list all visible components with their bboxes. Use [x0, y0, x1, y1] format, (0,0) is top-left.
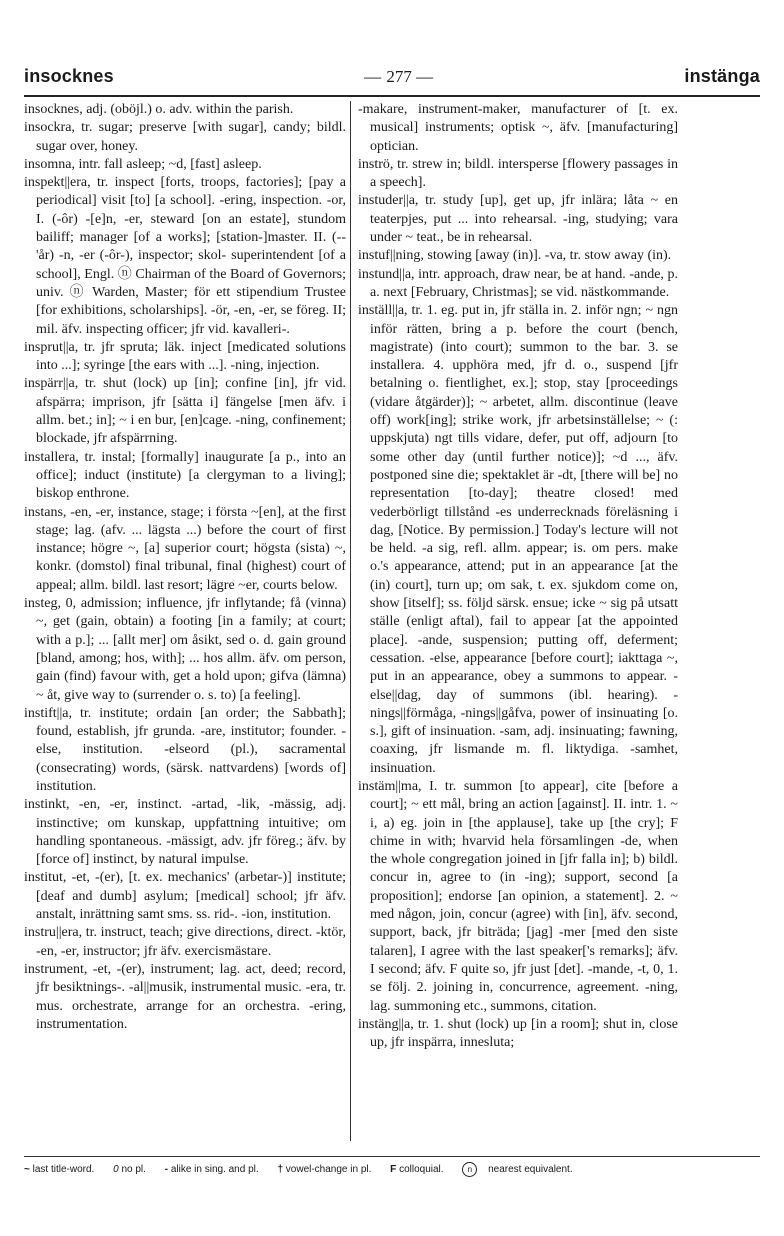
entry-instifta: instift||a, tr. institute; ordain [an order; the Sabbath]; found, establish, jfr grunda. -are, institutor; founder. -else, institution. -elseord (pl.), sacramental (consecrating) words, (särsk. nattvardens) [words of] institution. — [24, 705, 346, 794]
entry-installera: installera, tr. instal; [formally] inaugurate [a p., into an office]; induct (institute) [a clergyman to a living]; biskop enthrone. — [24, 449, 346, 502]
entry-insspruta: insprut||a, tr. jfr spruta; läk. inject [medicated solutions into ...]; syringe [the ears with ...]. -ning, injection. — [24, 339, 346, 374]
entry-insockra: insockra, tr. sugar; preserve [with sugar], candy; bildl. sugar over, honey. — [24, 120, 346, 154]
entry-instunda: instund||a, intr. approach, draw near, be at hand. -ande, p. a. next [February, Christmas]; se vid. nästkommande. — [358, 266, 678, 300]
abbreviation-key — [24, 1162, 760, 1186]
entry-instinkt: instinkt, -en, -er, instinct. -artad, -lik, -mässig, adj. instinctive; om kunskap, uppfattning intuitive; om handling spontaneous. -mässigt, adv. jfr föreg.; äfv. by [force of] instinct, by natural impulse. — [24, 797, 346, 868]
left-running-headword: insocknes — [24, 66, 114, 86]
entry-installa: inställ||a, tr. 1. eg. put in, jfr ställa in. 2. inför ngn; ~ ngn inför rätten, bring a p. before the court (bench, magistrate) (into court); summon to the bar. 3. se installera. 4. upphöra med, jfr d. o., suspend [jfr betalning o. fientlighet, ex.]; stop, stay [proceedings (vidare åtgärder)]; ~ arbetet, allm. discontinue (leave off) work[ing]; strike work, jfr arbetsinställelse; ~ (: uppskjuta) ngt tills vidare, defer, put off, adjourn [to some other day (until further notice)]; ~d ..., äfv. postponed sine die; spektaklet är -dt, [there will be] no representation [to-day]; theatre closed! med vederbörligt tillstånd -es underrecknads föreläsning i dag, [Notice. By permission.] Today's lecture will not be held. -a sig, refl. allm. appear; is. om pers. make o.'s appearance, attend; put in an appearance [at the (in) court], turn up; om sak, t. ex. sjukdom come on, show [itself]; ss. följd särsk. ensue; icke ~ sig på utsatt ställe (enligt aftal), fail to appear [at the appointed place]. -ande, suspension; putting off, deferment; cessation. -else, appearance [before court]; iakttaga ~, put in an appearance, obey a summons to appear. -else||dag, day of summons (ibl. hearing). -nings||förmåga, -nings||gåfva, power of insinuating [o. s.], gift of insinuation. -sam, adj. insinuating; fawning, coaxing, jfr lismande m. fl. liktydiga. -samhet, insinuation. — [358, 303, 678, 776]
right-column — [358, 101, 678, 1151]
entry-instans: instans, -en, -er, instance, stage; i första ~[en], at the first stage; lag. (afv. ... lägsta ...) before the court of first instance; högre ~, [a] superior court; högsta (sista) ~, konkr. (domstol) final tribunal, final (highest) court of appeal; allm. bildl. last resort; lägre ~er, courts below. — [24, 504, 346, 593]
key-dagger: † vowel-change in pl. — [277, 1164, 372, 1176]
entry-inspektera: inspekt||era, tr. inspect [forts, troops, factories]; [pay a periodical] visit [to] [a school]. -ering, inspection. -or, I. (-ôr) -[e]n, -er, steward [on an estate], stundom bailiff; manager [of a works]; [station-]master. II. (--'år) -n, -er (-ôr-), inspector; skol- superintendent [of a school], Engl. ⓝ Chairman of the Board of Governors; univ. ⓝ Warden, Master; för ett stipendium Trustee [for exhibitions, scholarships]. -ör, -en, -er, se föreg. II; mil. äfv. inspecting officer; jfr vid. kavalleri-. — [24, 175, 346, 337]
entry-instanga: instäng||a, tr. 1. shut (lock) up [in a room]; shut in, close up, jfr inspärra, innesluta; — [358, 1016, 678, 1051]
key-dash: - alike in sing. and pl. — [164, 1164, 259, 1176]
entry-institut: institut, -et, -(er), [t. ex. mechanics' (arbetar-)] institute; [deaf and dumb] asylum; [medical] school; jfr äfv. anstalt, inrättning samt sms. ss. rid-. -ion, institution. — [24, 870, 346, 923]
entry-instamma: instäm||ma, I. tr. summon [to appear], cite [before a court]; ~ ett mål, bring an action [against]. II. intr. 1. ~ i, a) eg. join in [the applause], take up [the cry]; F chime in with; hvarvid hela församlingen -de, when the whole congregation joined in [jfr falla in]; b) bildl. concur in, agree to (in -ing); support, second [a proposition]; endorse [an opinion, a statement]. 2. ~ med någon, join, concur (agree) with [in], äfv. second, support, back, jfr biträda; [jag] -mer [med den siste talaren], I agree with the last speaker['s remarks]; äfv. I second; äfv. F quite so, jfr just [det]. -mande, -t, 0, 1. se följ. 2. joining in, concurrence, agreement. -ning, lag. summoning etc., summons, citation. — [358, 778, 678, 1014]
entry-insparra: inspärr||a, tr. shut (lock) up [in]; confine [in], jfr vid. afspärra; imprison, jfr [sätta i] fängelse [men äfv. i allm. bet.; in]; ~ i en bur, [en]cage. -ning, confinement; blockade, jfr afspärrning. — [24, 376, 346, 447]
entry-insocknes: insocknes, adj. (oböjl.) o. adv. within the parish. — [24, 102, 294, 117]
entry-insomna: insomna, intr. fall asleep; ~d, [fast] asleep. — [24, 156, 262, 172]
page-number: 277 — [386, 67, 412, 86]
entry-instrument: instrument, -et, -(er), instrument; lag. act, deed; record, jfr besiktnings-. -al||musik, instrumental music. -era, tr. mus. orchestrate, arrange for an orchestra. -ering, instrumentation. — [24, 961, 346, 1032]
column-divider — [350, 101, 351, 1141]
left-column — [24, 101, 346, 1151]
entry-instudera: instuder||a, tr. study [up], get up, jfr inlära; låta ~ en teaterpjes, put ... into rehearsal. -ing, studying; vara under ~ teat., be in rehearsal. — [358, 193, 678, 246]
header-rule — [24, 95, 760, 97]
footer-rule — [24, 1156, 760, 1157]
key-tilde: ~ last title-word. — [24, 1164, 95, 1176]
page-header — [24, 66, 760, 92]
entry-instufning: instuf||ning, stowing [away (in)]. -va, tr. stow away (in). — [358, 248, 672, 264]
key-zero: 0 no pl. — [113, 1164, 146, 1176]
entry-instruera: instru||era, tr. instruct, teach; give directions, direct. -ktör, -en, -er, instructor; jfr äfv. exercismästare. — [24, 925, 346, 959]
entry-makare: -makare, instrument-maker, manufacturer of [t. ex. musical] instruments; optisk ~, äfv. [manufacturing] optician. — [358, 102, 678, 154]
right-running-headword: instänga — [684, 66, 760, 86]
key-colloquial: F colloquial. — [390, 1164, 444, 1176]
key-nearest-equivalent: n nearest equivalent. — [462, 1164, 580, 1175]
entry-instro: inströ, tr. strew in; bildl. intersperse [flowery passages in a speech]. — [358, 156, 678, 191]
entry-insteg: insteg, 0, admission; influence, jfr inflytande; få (vinna) ~, get (gain, obtain) a footing [in a family; at court; with a p.]; ... [allt mer] om åsikt, sed o. d. gain ground [bland, among; hos, with]; ... hos allm. äfv. om person, gain (find) favour with, get a hold upon; gifva (lämna) ~ åt, give way to (surrender o. s. to) [a feeling]. — [24, 596, 346, 703]
circled-n-icon: n — [462, 1162, 477, 1177]
page-number-block: — 277 — — [364, 67, 434, 86]
